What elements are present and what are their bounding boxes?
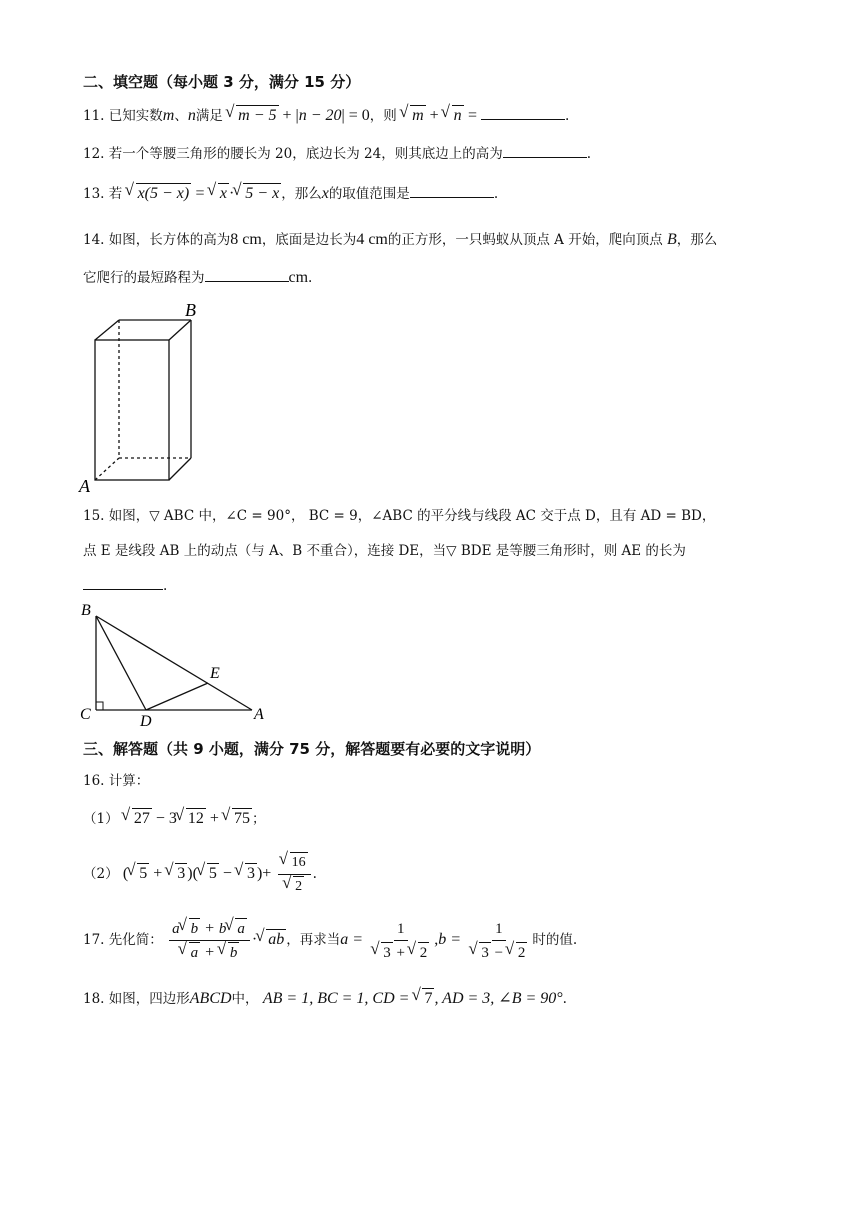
answer-blank-12[interactable] [503,145,587,158]
question-15-line3: . [83,576,167,596]
cuboid-front-face [95,340,169,480]
point-label-b: B [81,602,91,619]
question-18: 18. 如图，四边形ABCD中， AB = 1, BC = 1, CD = √ 7 , AD = 3, ∠B = 90°. [83,988,567,1009]
question-15-line1: 15. 如图，▽ ABC 中，∠C = 90°， BC = 9，∠ABC 的平分线与线段 AC 交于点 D，且有 AD = BD， [83,508,716,524]
cuboid-figure [75,298,215,494]
answer-blank-11[interactable] [481,107,565,120]
question-11: 11. 已知实数m、n满足 √ m − 5 + |n − 20| = 0，则 √ m + √ n = . [83,105,569,126]
question-14-line2: 它爬行的最短路程为 cm. [83,269,313,286]
question-16: 16. 计算： [83,773,150,789]
question-16-part1: （1） √ 27 − 3√ 12 + √ 75 ； [83,808,265,829]
vertex-label-b: B [185,300,196,320]
triangle-figure [76,600,276,730]
point-label-e: E [210,665,220,682]
question-12: 12. 若一个等腰三角形的腰长为 20，底边长为 24，则其底边上的高为 . [83,146,591,162]
question-15-line2: 点 E 是线段 AB 上的动点（与 A、B 不重合），连接 DE，当▽ BDE 是等腰三角形时，则 AE 的长为 [83,543,686,559]
point-label-c: C [80,706,91,723]
section-heading-fill-blank: 二、填空题（每小题 3 分，满分 15 分） [83,73,361,91]
vertex-label-a: A [79,476,90,494]
answer-blank-15[interactable] [83,577,163,590]
point-label-a: A [254,706,264,723]
question-17: 17. 先化简： a√ b + b√ a √ a + √ b ·√ ab ，再求当a = 1 √ 3 + √ 2 ,b = 1 √ 3 − √ 2 时的值. [83,918,577,963]
section-heading-solutions: 三、解答题（共 9 小题，满分 75 分，解答题要有必要的文字说明） [83,740,541,758]
question-14-line1: 14. 如图，长方体的高为8 cm，底面是边长为4 cm的正方形，一只蚂蚁从顶点 A 开始，爬向顶点 B，那么 [83,231,718,248]
question-16-part2: （2） (√ 5 + √ 3 )(√ 5 − √ 3 )+ √ 16 √ 2 . [83,852,317,897]
answer-blank-14[interactable] [205,269,289,282]
question-13: 13. 若 √ x(5 − x) = √ x ·√ 5 − x ，那么x的取值范围是 . [83,183,498,204]
point-label-d: D [140,713,152,730]
answer-blank-13[interactable] [410,185,494,198]
